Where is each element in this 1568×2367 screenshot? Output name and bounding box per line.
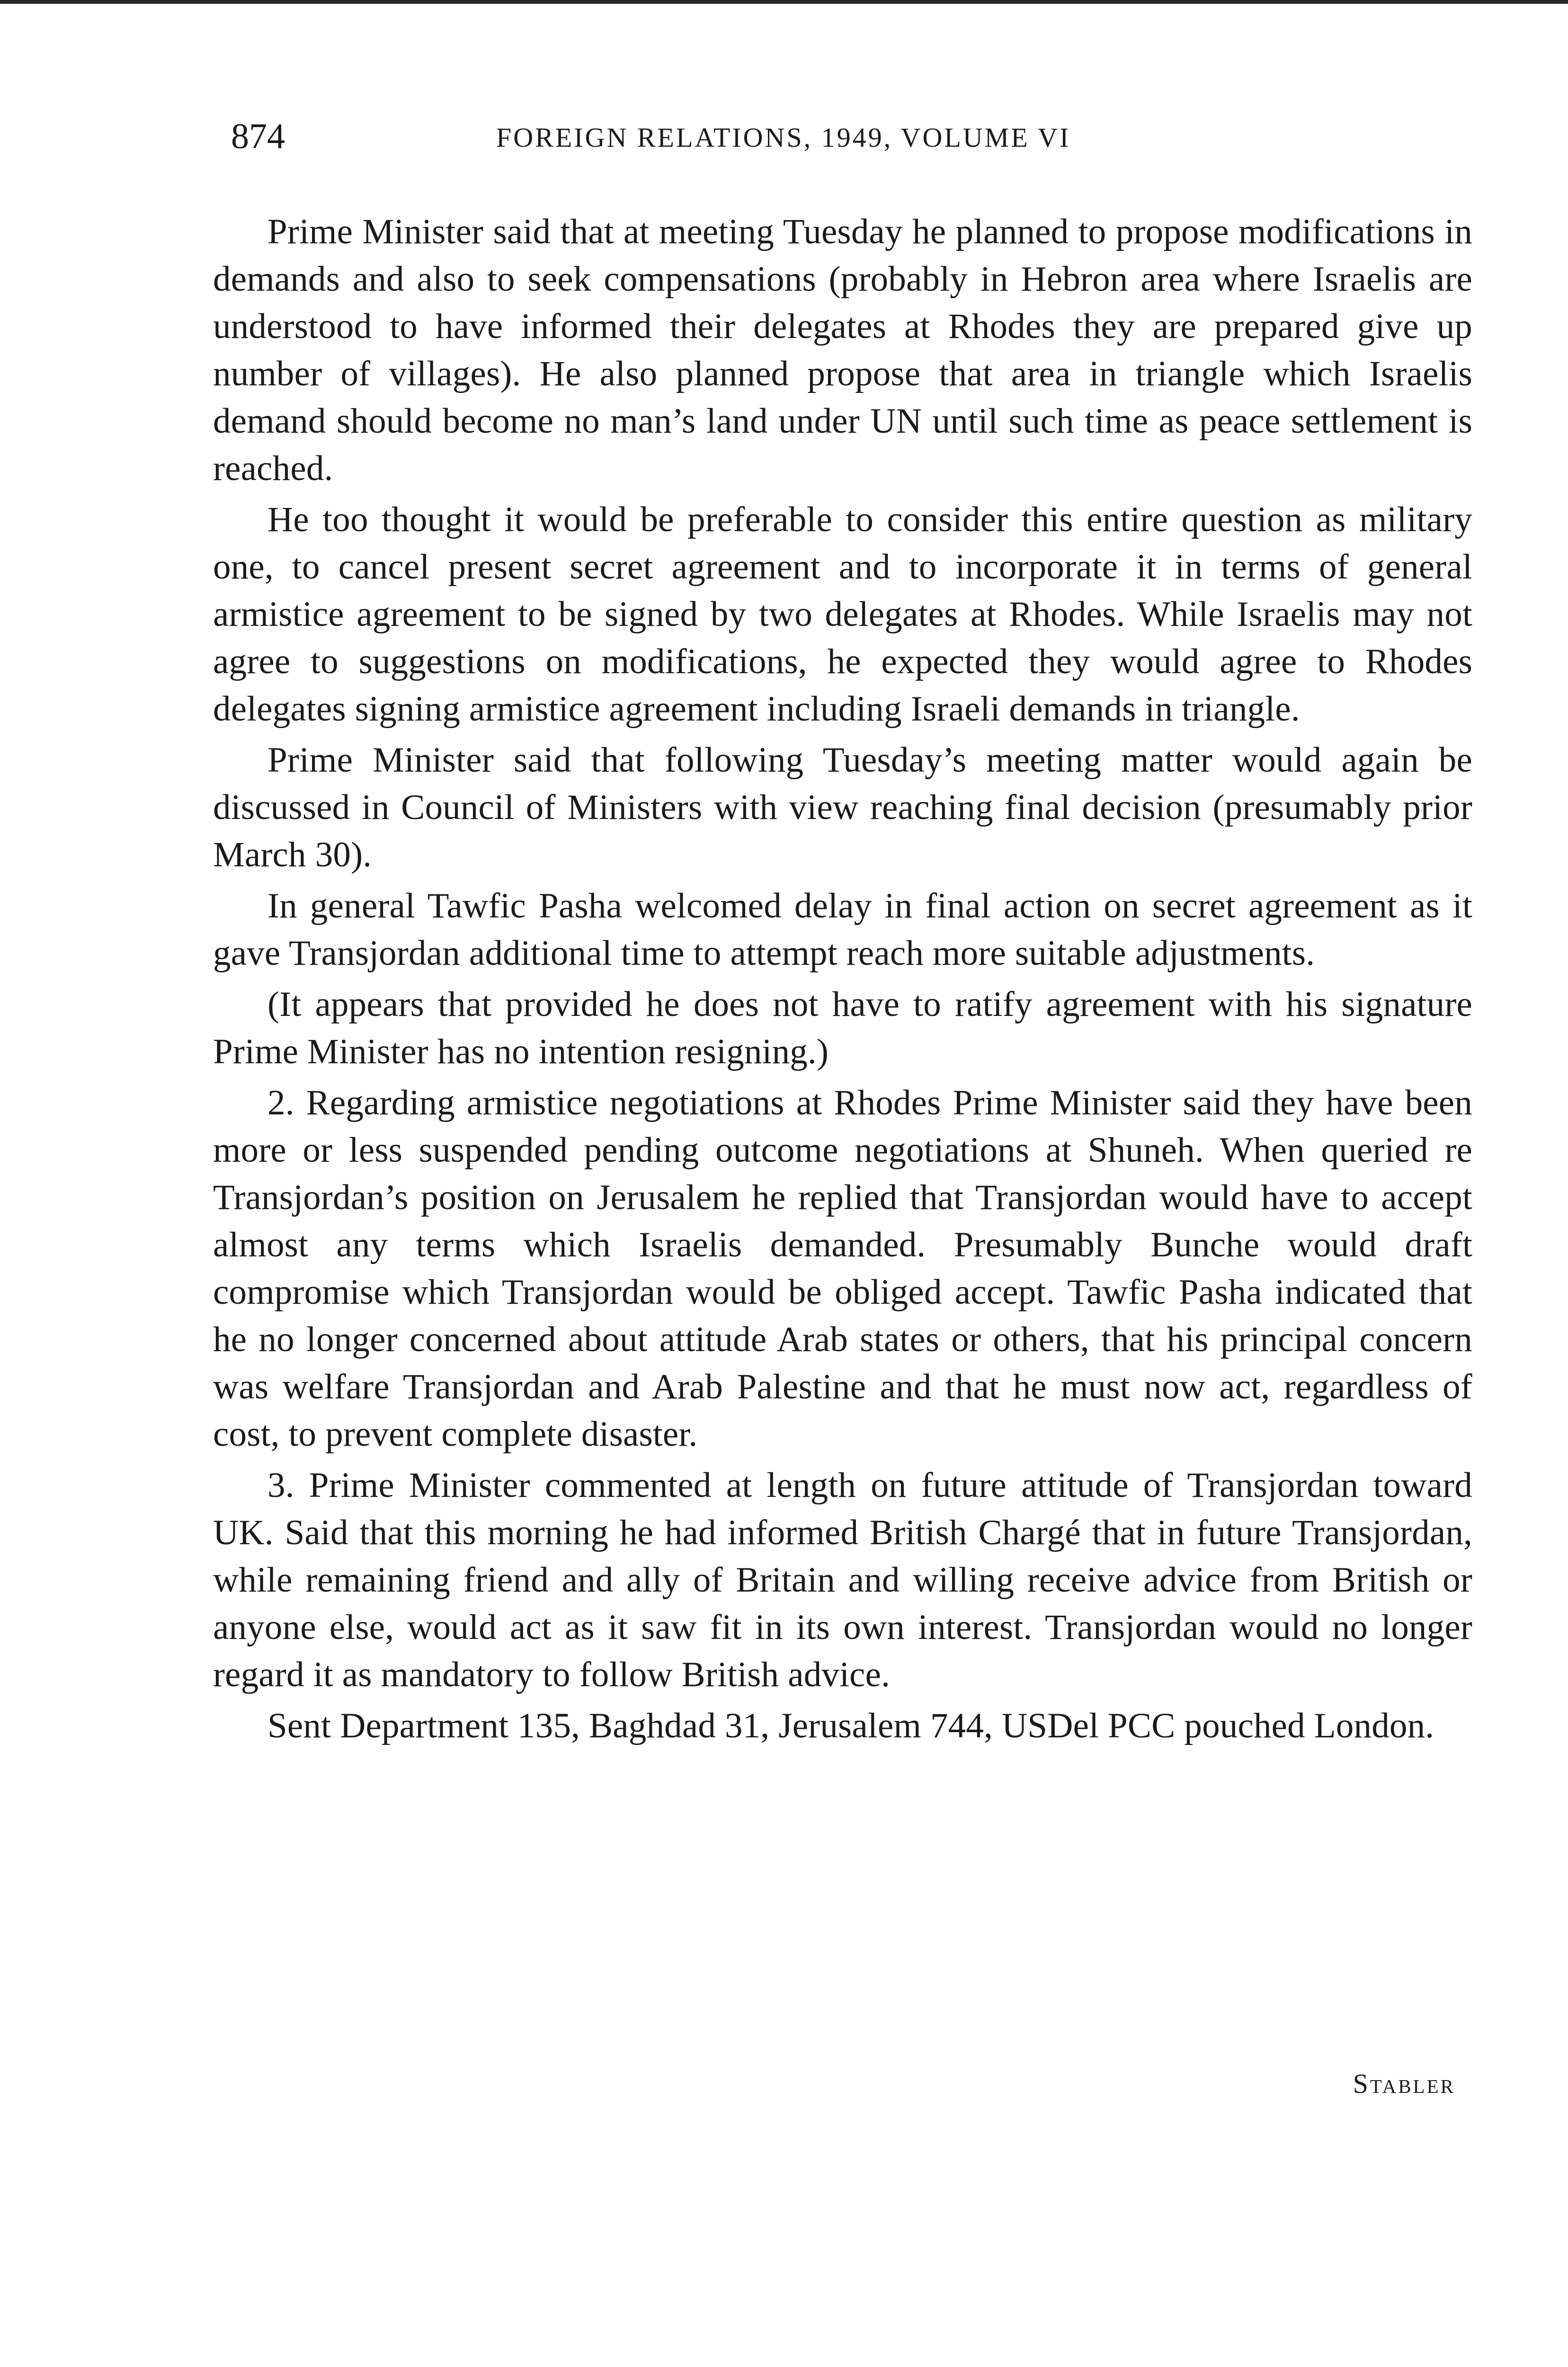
running-head: FOREIGN RELATIONS, 1949, VOLUME VI <box>496 122 1071 153</box>
paragraph-6: 2. Regarding armistice negotiations at Rhodes Prime Minister said they have been more or less suspended pending outcome negotiations at Shuneh. When queried re Transjordan’s position on Jerusalem he replied that Transjordan would have to accept almost any terms which Israelis demanded. Presumably Bunche would draft compromise which Transjordan would be obliged accept. Tawfic Pasha indicated that he no longer concerned about attitude Arab states or others, that his principal concern was welfare Transjordan and Arab Palestine and that he must now act, regardless of cost, to prevent complete disaster. <box>213 1083 1472 1454</box>
page-header <box>231 113 1225 165</box>
body-text <box>213 208 1472 1753</box>
paragraph-8: Sent Department 135, Baghdad 31, Jerusalem 744, USDel PCC pouched London. <box>267 1706 1434 1745</box>
paragraph-3: Prime Minister said that following Tuesday’s meeting matter would again be discussed in Council of Ministers with view reaching final decision (presumably prior March 30). <box>213 740 1472 874</box>
signature: Stabler <box>1353 2068 1455 2099</box>
paragraph-1: Prime Minister said that at meeting Tuesday he planned to propose modifications in demands and also to seek compensations (probably in Hebron area where Israelis are understood to have informed their delegates at Rhodes they are prepared give up number of villages). He also planned propose that area in triangle which Israelis demand should become no man’s land under UN until such time as peace settlement is reached. <box>213 212 1472 488</box>
paragraph-2: He too thought it would be preferable to consider this entire question as military one, to cancel present secret agreement and to incorporate it in terms of general armistice agreement to be signed by two delegates at Rhodes. While Israelis may not agree to suggestions on modifications, he expected they would agree to Rhodes delegates signing armistice agreement including Israeli demands in triangle. <box>213 500 1472 729</box>
paragraph-7: 3. Prime Minister commented at length on future attitude of Transjordan toward UK. Said that this morning he had informed British Chargé that in future Transjordan, while remaining friend and ally of Britain and willing receive advice from British or anyone else, would act as it saw fit in its own interest. Transjordan would no longer regard it as mandatory to follow British advice. <box>213 1466 1472 1694</box>
top-border-rule <box>0 0 1568 4</box>
paragraph-4: In general Tawfic Pasha welcomed delay in final action on secret agreement as it gave Transjordan additional time to attempt reach more suitable adjustments. <box>213 886 1472 973</box>
page-number: 874 <box>231 116 285 156</box>
paragraph-5: (It appears that provided he does not have to ratify agreement with his signature Prime Minister has no intention resigning.) <box>213 985 1472 1071</box>
